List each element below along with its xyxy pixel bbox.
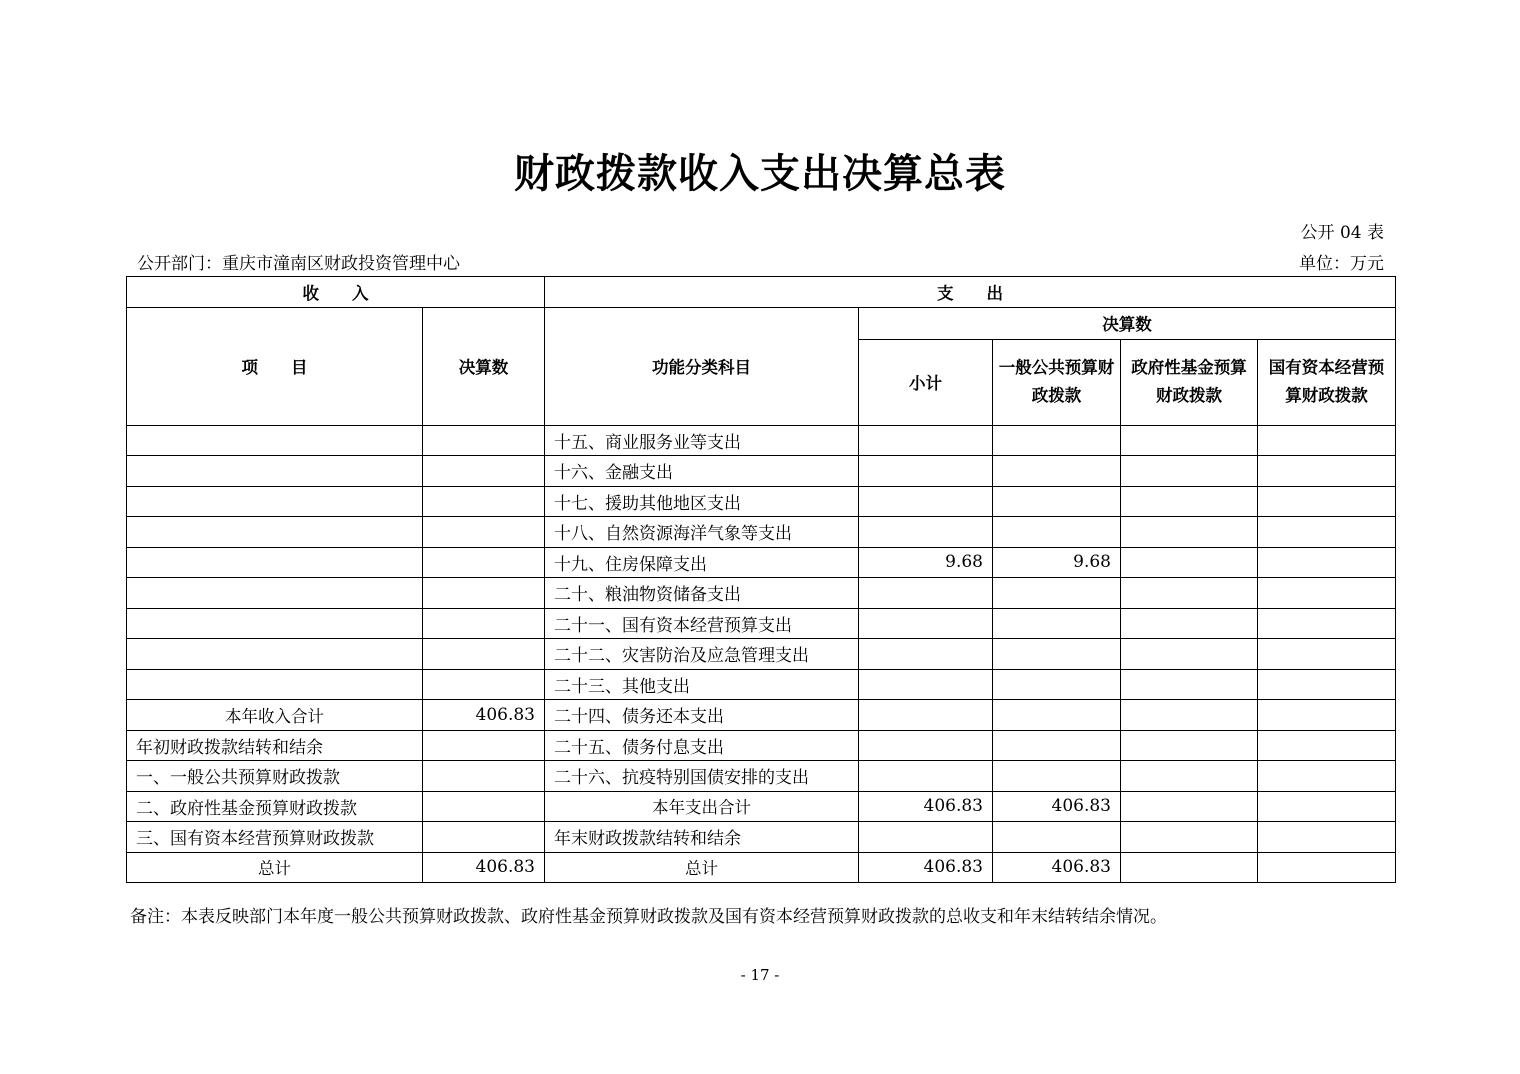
- row-gov-fund-cell: [1121, 425, 1258, 456]
- row-function-cell: 二十六、抗疫特别国债安排的支出: [545, 761, 859, 792]
- row-amount-cell: [423, 608, 545, 639]
- row-amount-cell: [423, 730, 545, 761]
- row-state-capital-cell: [1258, 517, 1396, 548]
- item-header: 项 目: [127, 307, 423, 425]
- row-function-cell: 十五、商业服务业等支出: [545, 425, 859, 456]
- row-gov-fund-cell: [1121, 669, 1258, 700]
- final-amount-header: 决算数: [859, 307, 1396, 339]
- row-general-cell: [993, 669, 1121, 700]
- row-general-cell: [993, 486, 1121, 517]
- row-general-cell: [993, 822, 1121, 853]
- row-subtotal-cell: [859, 761, 993, 792]
- row-function-cell: 总计: [545, 852, 859, 883]
- row-state-capital-cell: [1258, 852, 1396, 883]
- row-item-cell: [127, 639, 423, 670]
- row-gov-fund-cell: [1121, 822, 1258, 853]
- row-subtotal-cell: [859, 639, 993, 670]
- row-gov-fund-cell: [1121, 456, 1258, 487]
- row-state-capital-cell: [1258, 639, 1396, 670]
- row-function-cell: 二十一、国有资本经营预算支出: [545, 608, 859, 639]
- row-item-cell: [127, 425, 423, 456]
- row-general-cell: [993, 730, 1121, 761]
- row-function-cell: 年末财政拨款结转和结余: [545, 822, 859, 853]
- row-subtotal-cell: 406.83: [859, 791, 993, 822]
- table-row: [127, 425, 1396, 456]
- function-category-header: 功能分类科目: [545, 307, 859, 425]
- row-item-cell: 总计: [127, 852, 423, 883]
- row-item-cell: [127, 486, 423, 517]
- row-state-capital-cell: [1258, 761, 1396, 792]
- row-function-cell: 十八、自然资源海洋气象等支出: [545, 517, 859, 548]
- state-capital-header: 国有资本经营预算财政拨款: [1258, 339, 1396, 425]
- row-subtotal-cell: [859, 517, 993, 548]
- row-amount-cell: [423, 456, 545, 487]
- row-amount-cell: [423, 761, 545, 792]
- row-state-capital-cell: [1258, 486, 1396, 517]
- row-item-cell: [127, 608, 423, 639]
- row-function-cell: 二十二、灾害防治及应急管理支出: [545, 639, 859, 670]
- expense-header: 支 出: [545, 277, 1396, 308]
- row-subtotal-cell: [859, 486, 993, 517]
- row-subtotal-cell: [859, 700, 993, 731]
- row-general-cell: [993, 639, 1121, 670]
- table-row: [127, 669, 1396, 700]
- row-state-capital-cell: [1258, 791, 1396, 822]
- row-state-capital-cell: [1258, 700, 1396, 731]
- row-general-cell: 406.83: [993, 791, 1121, 822]
- row-item-cell: [127, 669, 423, 700]
- department-label: 公开部门：重庆市潼南区财政投资管理中心: [137, 254, 460, 274]
- table-row: [127, 456, 1396, 487]
- row-amount-cell: [423, 669, 545, 700]
- row-subtotal-cell: 406.83: [859, 852, 993, 883]
- row-gov-fund-cell: [1121, 730, 1258, 761]
- row-gov-fund-cell: [1121, 608, 1258, 639]
- row-amount-cell: [423, 578, 545, 609]
- row-function-cell: 二十五、债务付息支出: [545, 730, 859, 761]
- amount-header: 决算数: [423, 307, 545, 425]
- income-header: 收 入: [127, 277, 545, 308]
- row-function-cell: 十七、援助其他地区支出: [545, 486, 859, 517]
- row-function-cell: 二十四、债务还本支出: [545, 700, 859, 731]
- table-row: [127, 791, 1396, 822]
- row-item-cell: [127, 517, 423, 548]
- row-general-cell: [993, 761, 1121, 792]
- general-budget-header: 一般公共预算财政拨款: [993, 339, 1121, 425]
- row-function-cell: 本年支出合计: [545, 791, 859, 822]
- row-function-cell: 十六、金融支出: [545, 456, 859, 487]
- row-function-cell: 十九、住房保障支出: [545, 547, 859, 578]
- row-amount-cell: 406.83: [423, 852, 545, 883]
- budget-table: [126, 276, 1396, 883]
- row-general-cell: [993, 456, 1121, 487]
- row-state-capital-cell: [1258, 669, 1396, 700]
- subtotal-header: 小计: [859, 339, 993, 425]
- row-general-cell: [993, 700, 1121, 731]
- row-general-cell: 9.68: [993, 547, 1121, 578]
- gov-fund-header: 政府性基金预算财政拨款: [1121, 339, 1258, 425]
- row-function-cell: 二十三、其他支出: [545, 669, 859, 700]
- table-row: [127, 486, 1396, 517]
- row-item-cell: [127, 578, 423, 609]
- row-subtotal-cell: [859, 608, 993, 639]
- row-gov-fund-cell: [1121, 761, 1258, 792]
- row-item-cell: 一、一般公共预算财政拨款: [127, 761, 423, 792]
- table-row: [127, 578, 1396, 609]
- table-row: [127, 700, 1396, 731]
- row-general-cell: [993, 608, 1121, 639]
- row-amount-cell: [423, 822, 545, 853]
- table-row: [127, 517, 1396, 548]
- row-amount-cell: [423, 791, 545, 822]
- row-gov-fund-cell: [1121, 639, 1258, 670]
- row-state-capital-cell: [1258, 456, 1396, 487]
- row-amount-cell: [423, 425, 545, 456]
- row-state-capital-cell: [1258, 578, 1396, 609]
- row-gov-fund-cell: [1121, 852, 1258, 883]
- footnote: 备注：本表反映部门本年度一般公共预算财政拨款、政府性基金预算财政拨款及国有资本经营预算财政拨款的总收支和年末结转结余情况。: [130, 907, 1167, 927]
- row-amount-cell: [423, 639, 545, 670]
- row-item-cell: [127, 456, 423, 487]
- row-general-cell: [993, 425, 1121, 456]
- row-item-cell: 三、国有资本经营预算财政拨款: [127, 822, 423, 853]
- row-amount-cell: [423, 547, 545, 578]
- row-item-cell: [127, 547, 423, 578]
- row-amount-cell: [423, 486, 545, 517]
- row-state-capital-cell: [1258, 608, 1396, 639]
- row-item-cell: 二、政府性基金预算财政拨款: [127, 791, 423, 822]
- row-subtotal-cell: 9.68: [859, 547, 993, 578]
- table-row: [127, 547, 1396, 578]
- row-subtotal-cell: [859, 456, 993, 487]
- row-general-cell: 406.83: [993, 852, 1121, 883]
- row-subtotal-cell: [859, 730, 993, 761]
- row-state-capital-cell: [1258, 425, 1396, 456]
- page-number: - 17 -: [740, 966, 780, 984]
- table-row: [127, 761, 1396, 792]
- table-row: [127, 608, 1396, 639]
- form-number: 公开 04 表: [1300, 223, 1384, 243]
- row-gov-fund-cell: [1121, 700, 1258, 731]
- row-gov-fund-cell: [1121, 547, 1258, 578]
- row-gov-fund-cell: [1121, 517, 1258, 548]
- row-amount-cell: [423, 517, 545, 548]
- row-state-capital-cell: [1258, 547, 1396, 578]
- row-subtotal-cell: [859, 425, 993, 456]
- row-item-cell: 本年收入合计: [127, 700, 423, 731]
- table-row: [127, 639, 1396, 670]
- table-row: [127, 852, 1396, 883]
- table-row: [127, 730, 1396, 761]
- page-title: 财政拨款收入支出决算总表: [514, 151, 1006, 197]
- row-state-capital-cell: [1258, 730, 1396, 761]
- row-subtotal-cell: [859, 669, 993, 700]
- row-gov-fund-cell: [1121, 486, 1258, 517]
- row-general-cell: [993, 517, 1121, 548]
- unit-label: 单位：万元: [1299, 254, 1384, 274]
- row-subtotal-cell: [859, 578, 993, 609]
- row-function-cell: 二十、粮油物资储备支出: [545, 578, 859, 609]
- row-subtotal-cell: [859, 822, 993, 853]
- row-amount-cell: 406.83: [423, 700, 545, 731]
- row-general-cell: [993, 578, 1121, 609]
- row-item-cell: 年初财政拨款结转和结余: [127, 730, 423, 761]
- row-gov-fund-cell: [1121, 578, 1258, 609]
- row-state-capital-cell: [1258, 822, 1396, 853]
- row-gov-fund-cell: [1121, 791, 1258, 822]
- table-row: [127, 822, 1396, 853]
